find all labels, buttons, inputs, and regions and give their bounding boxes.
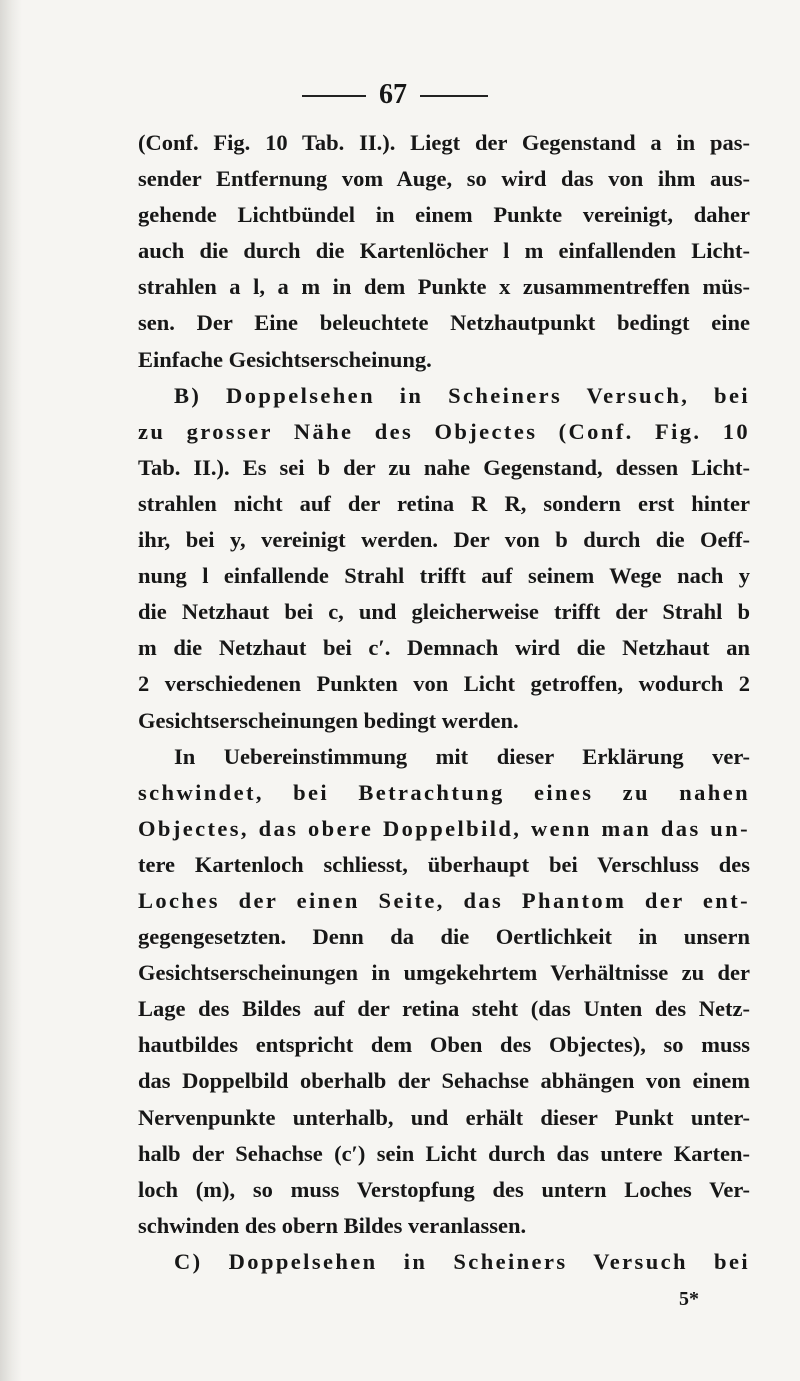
text-line: Einfache Gesichtserscheinung.: [138, 346, 432, 372]
header-rule-right: [420, 95, 488, 97]
text-line: (Conf. Fig. 10 Tab. II.). Liegt der Gegenstand a in pas-: [138, 130, 750, 155]
text-line: strahlen a l, a m in dem Punkte x zusammentreffen müs-: [138, 274, 750, 300]
text-line: hautbildes entspricht dem Oben des Objectes), so muss: [138, 1032, 750, 1058]
text-line: halb der Sehachse (c′) sein Licht durch das untere Karten-: [138, 1140, 750, 1166]
text-line: Tab. II.). Es sei b der zu nahe Gegenstand, dessen Licht-: [138, 454, 750, 480]
text-line: Lage des Bildes auf der retina steht (das Unten des Netz-: [138, 996, 750, 1022]
text-line: In Uebereinstimmung mit dieser Erklärung ver-: [174, 743, 750, 769]
text-line: nung l einfallende Strahl trifft auf seinem Wege nach y: [138, 563, 750, 589]
text-line: sender Entfernung vom Auge, so wird das von ihm aus-: [138, 166, 750, 192]
text-line: Nervenpunkte unterhalb, und erhält dieser Punkt unter-: [138, 1104, 750, 1130]
text-line: gegengesetzten. Denn da die Oertlichkeit in unsern: [138, 924, 750, 950]
text-line: sen. Der Eine beleuchtete Netzhautpunkt bedingt eine: [138, 310, 750, 336]
text-line: das Doppelbild oberhalb der Sehachse abhängen von einem: [138, 1068, 750, 1094]
signature-mark: 5*: [679, 1288, 699, 1310]
emphasized-text-line: Loches der einen Seite, das Phantom der ent-: [138, 887, 750, 913]
section-heading-line: B) Doppelsehen in Scheiners Versuch, bei: [174, 382, 750, 408]
text-line: auch die durch die Kartenlöcher l m einfallenden Licht-: [138, 238, 750, 264]
body-text: [138, 125, 750, 1280]
text-line: tere Kartenloch schliesst, überhaupt bei Verschluss des: [138, 851, 750, 877]
emphasized-text-line: Objectes, das obere Doppelbild, wenn man das un-: [138, 815, 750, 841]
emphasized-text-line: schwindet, bei Betrachtung eines zu nahen: [138, 779, 750, 805]
page-edge-shadow: [0, 0, 22, 1381]
text-line: strahlen nicht auf der retina R R, sondern erst hinter: [138, 490, 750, 516]
text-line: Gesichtserscheinungen in umgekehrtem Verhältnisse zu der: [138, 960, 750, 986]
text-line: ihr, bei y, vereinigt werden. Der von b durch die Oeff-: [138, 527, 750, 553]
header-rule-left: [302, 95, 366, 97]
text-line: die Netzhaut bei c, und gleicherweise trifft der Strahl b: [138, 599, 750, 625]
text-line: Gesichtserscheinungen bedingt werden.: [138, 707, 519, 733]
text-line: schwinden des obern Bildes veranlassen.: [138, 1212, 527, 1238]
text-line: m die Netzhaut bei c′. Demnach wird die Netzhaut an: [138, 635, 750, 661]
text-line: gehende Lichtbündel in einem Punkte vereinigt, daher: [138, 202, 750, 228]
text-line: loch (m), so muss Verstopfung des untern Loches Ver-: [138, 1176, 750, 1202]
section-heading-line: C) Doppelsehen in Scheiners Versuch bei: [174, 1248, 750, 1274]
page-number: 67: [379, 79, 407, 110]
text-line: 2 verschiedenen Punkten von Licht getroffen, wodurch 2: [138, 671, 750, 697]
section-heading-line: zu grosser Nähe des Objectes (Conf. Fig. 10: [138, 418, 750, 444]
page-header: [0, 80, 800, 110]
